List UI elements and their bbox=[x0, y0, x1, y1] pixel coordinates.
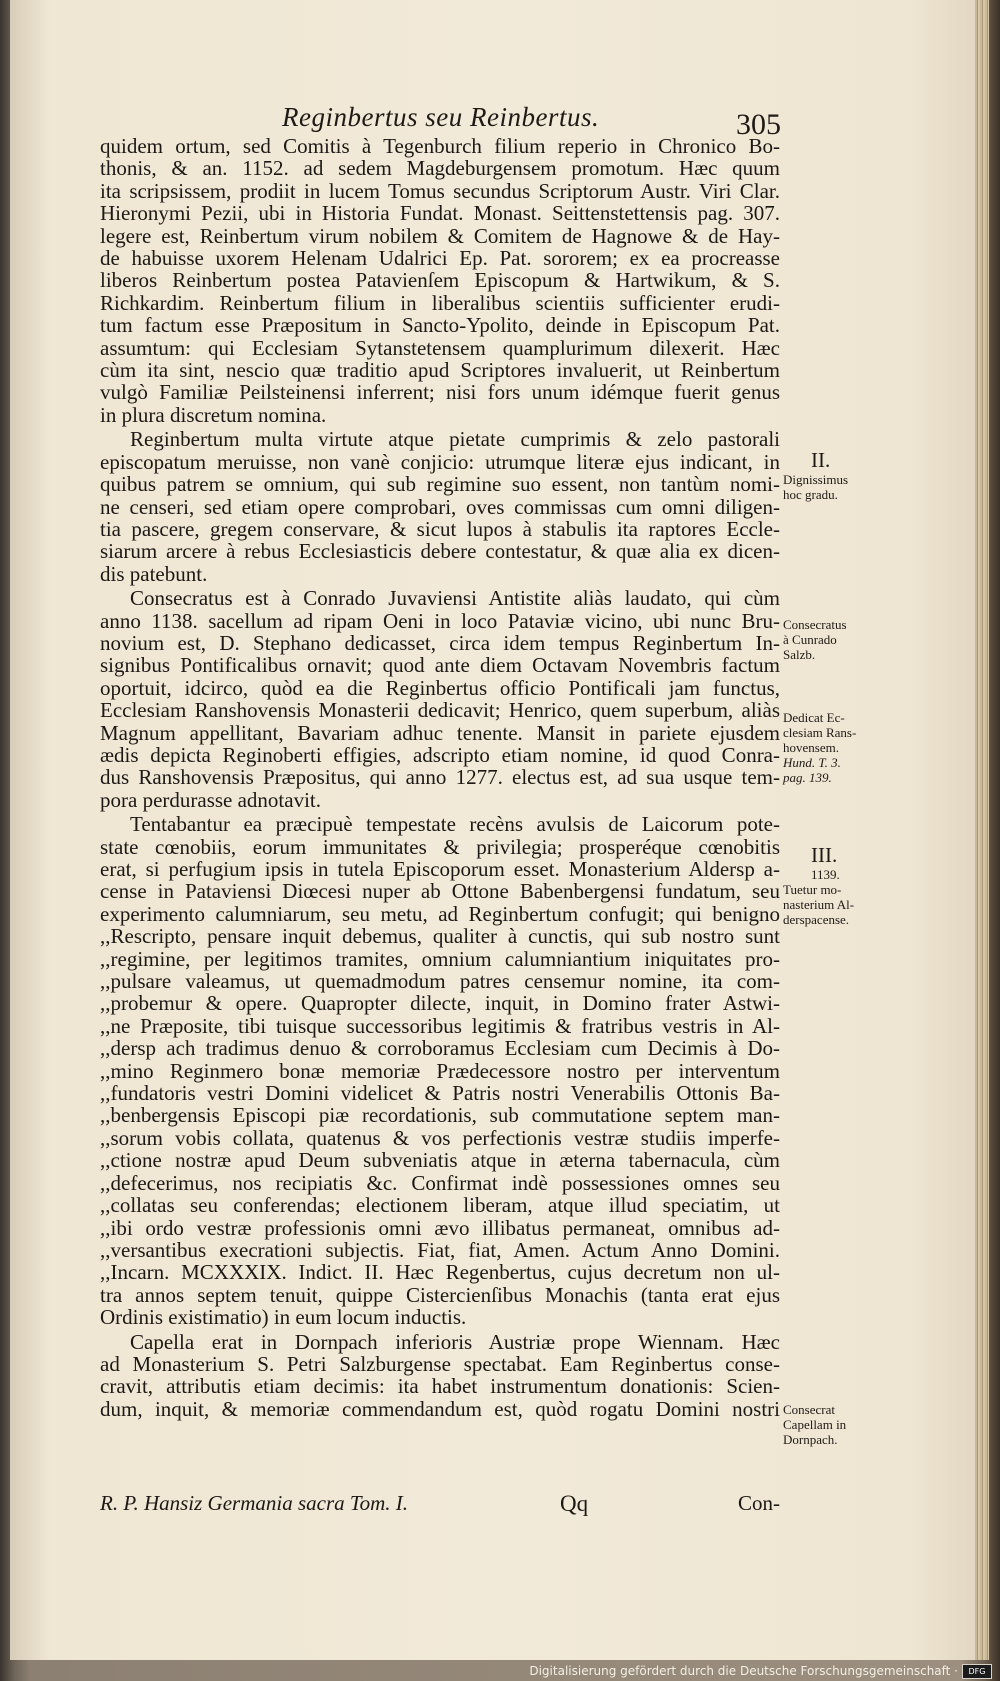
text-line: in plura discretum nomina. bbox=[100, 402, 327, 427]
body-text bbox=[100, 135, 780, 1420]
text-line: vulgò Familiæ Peilsteinensi inferrent; nisi fors unum idémque fuerit genus bbox=[100, 380, 780, 405]
text-line: Reginbertum multa virtute atque pietate cumprimis & zelo pastorali bbox=[130, 427, 780, 452]
dfg-logo-icon: DFG bbox=[962, 1664, 992, 1679]
text-line: Ecclesiam Ranshovensis Monasterii dedicavit; Henrico, quem superbum, aliàs bbox=[100, 698, 780, 723]
catchword: Con- bbox=[738, 1491, 780, 1515]
text-line: cravit, attributis etiam decimis: ita habet instrumentum donationis: Scien- bbox=[100, 1374, 780, 1399]
text-line: ad Monasterium S. Petri Salzburgense spectabat. Eam Reginbertus conse- bbox=[100, 1351, 780, 1376]
margin-line: derspacense. bbox=[783, 912, 850, 927]
text-line: ,,ibi ordo vestræ professionis omni ævo illibatus permaneat, omnibus ad- bbox=[100, 1215, 780, 1240]
margin-line: 1139. bbox=[811, 867, 840, 882]
text-line: siarum arcere à rebus Ecclesiasticis debere contestatur, & quæ alia ex dicen- bbox=[100, 539, 780, 564]
text-line: erat, si perfugium ipsis in tutela Episcoporum esset. Monasterium Aldersp a- bbox=[100, 857, 780, 881]
margin-line: clesiam Rans- bbox=[783, 725, 857, 740]
text-line: ,,mino Reginmero bonæ memoriæ Prædecessore nostro per interventum bbox=[100, 1058, 780, 1083]
text-line: ,,ctione nostræ apud Deum subveniatis atque in æterna tabernacula, cùm bbox=[100, 1148, 780, 1173]
margin-numeral: II. bbox=[811, 448, 831, 472]
text-line: ,,pulsare valeamus, ut quemadmodum patres censemur nomine, ita com- bbox=[100, 969, 780, 994]
text-line: anno 1138. sacellum ad ripam Oeni in loco Pataviæ vicino, ubi nunc Bru- bbox=[100, 608, 780, 633]
margin-line: hovensem. bbox=[783, 740, 839, 755]
text-line: assumtum: qui Ecclesiam Sytanstetensem quamplurimum dilexerit. Hæc bbox=[100, 335, 780, 360]
margin-line: Capellam in bbox=[783, 1417, 847, 1432]
margin-line: Tuetur mo- bbox=[783, 882, 842, 897]
text-line: signibus Pontificalibus ornavit; quod ante diem Octavam Novembris factum bbox=[100, 653, 780, 678]
margin-numeral: III. bbox=[811, 843, 838, 867]
text-line: ædis depicta Reginoberti effigies, adscripto etiam nomine, id quod Conra- bbox=[100, 742, 780, 767]
margin-line: Consecrat bbox=[783, 1402, 835, 1417]
banner-text: Digitalisierung gefördert durch die Deutsche Forschungsgemeinschaft · bbox=[529, 1664, 958, 1678]
page-footer bbox=[100, 1491, 780, 1519]
text-line: Hieronymi Pezii, ubi in Historia Fundat. Monast. Seittenstettensis pag. 307. bbox=[100, 201, 780, 226]
text-line: de habuisse uxorem Helenam Udalrici Ep. Pat. sororem; ex ea procreasse bbox=[100, 246, 780, 271]
margin-line: Consecratus bbox=[783, 617, 847, 632]
text-line: quibus patrem se omnium, qui sub regimine suo essent, non tantùm nomi- bbox=[100, 472, 780, 497]
text-line: episcopatum meruisse, non vanè conjicio: utrumque literæ ejus indicant, in bbox=[100, 449, 780, 474]
margin-line: Dornpach. bbox=[783, 1432, 838, 1447]
margin-line: Salzb. bbox=[783, 647, 816, 662]
text-line: ,,probemur & opere. Quapropter dilecte, inquit, in Domino frater Astwi- bbox=[100, 991, 780, 1016]
page-edges bbox=[975, 0, 989, 1660]
text-line: ,,regimine, per legitimos tramites, omnium calumniantium iniquitates pro- bbox=[100, 946, 780, 971]
text-line: Capella erat in Dornpach inferioris Austriæ prope Wiennam. Hæc bbox=[130, 1329, 780, 1354]
text-line: dus Ranshovensis Præpositus, qui anno 1277. electus est, ad sua usque tem- bbox=[100, 765, 780, 790]
margin-note-dedicat bbox=[783, 710, 903, 785]
text-line: dis patebunt. bbox=[100, 561, 208, 586]
margin-line: Dedicat Ec- bbox=[783, 710, 845, 725]
text-line: cense in Pataviensi Diœcesi nuper ab Ottone Babenbergensi fundatum, seu bbox=[100, 879, 780, 904]
footer-reference: R. P. Hansiz Germania sacra Tom. I. bbox=[100, 1491, 409, 1515]
margin-note-capella bbox=[783, 1402, 903, 1447]
text-line: experimento calumniarum, seu metu, ad Reginbertum confugit; qui benigno bbox=[100, 901, 780, 926]
text-line: ,,benbergensis Episcopi piæ recordationis, sub commutatione septem man- bbox=[100, 1103, 780, 1128]
text-line: pora perdurasse adnotavit. bbox=[100, 787, 322, 812]
text-line: ,,Incarn. MCXXXIX. Indict. II. Hæc Regenbertus, cujus decretum non ul- bbox=[100, 1260, 780, 1285]
text-line: ,,Rescripto, pensare inquit debemus, qualiter à cunctis, qui sub nostro sunt bbox=[100, 924, 780, 949]
margin-note-tuetur bbox=[783, 843, 903, 927]
text-line: ,,ne Præposite, tibi tuisque successoribus legitimis & fratribus vestris in Al- bbox=[100, 1013, 780, 1038]
text-line: ,,collatas seu conferendas; electionem liberam, atque illud speciatim, ut bbox=[100, 1193, 780, 1218]
text-line: quidem ortum, sed Comitis à Tegenburch filium reperio in Chronico Bo- bbox=[100, 134, 780, 158]
text-line: liberos Reinbertum postea Patavienſem Episcopum & Hartwikum, & S. bbox=[100, 268, 780, 293]
text-line: ,,versantibus execrationi subjectis. Fiat, fiat, Amen. Actum Anno Domini. bbox=[100, 1237, 780, 1262]
text-line: tra annos septem tenuit, quippe Cistercienſibus Monachis (tanta erat ejus bbox=[100, 1282, 780, 1307]
margin-line: à Cunrado bbox=[783, 632, 837, 647]
margin-line: Dignissimus bbox=[783, 472, 849, 487]
text-line: tum factum esse Præpositum in Sancto-Ypolito, deinde in Episcopum Pat. bbox=[100, 313, 780, 338]
text-line: Tentabantur ea præcipuè tempestate recèns avulsis de Laicorum pote- bbox=[130, 812, 780, 837]
text-line: dum, inquit, & memoriæ commendandum est, quòd rogatu Domini nostri bbox=[100, 1396, 780, 1421]
text-line: state cœnobiis, eorum immunitates & privilegia; prosperéque cœnobitis bbox=[100, 834, 780, 859]
text-line: ,,defecerimus, nos recipiatis &c. Confirmat indè possessiones omnes seu bbox=[100, 1170, 780, 1195]
text-line: Ordinis existimatio) in eum locum inductis. bbox=[100, 1305, 467, 1330]
margin-line: pag. 139. bbox=[783, 770, 832, 785]
text-line: tia pascere, gregem conservare, & sicut lupos à stabulis ita raptores Eccle- bbox=[100, 516, 780, 541]
running-title: Reginbertus seu Reinbertus. bbox=[282, 102, 600, 132]
text-line: novium est, D. Stephano dedicasset, circa idem tempus Reginbertum In- bbox=[100, 630, 780, 655]
text-line: Richkardim. Reinbertum filium in liberalibus scientiis sufficienter erudi- bbox=[100, 290, 780, 315]
margin-line: Hund. T. 3. bbox=[783, 755, 841, 770]
text-line: Consecratus est à Conrado Juvaviensi Antistite aliàs laudato, qui cùm bbox=[130, 586, 780, 611]
text-line: Magnum appellitant, Bavariam adhuc tenente. Mansit in pariete ejusdem bbox=[100, 720, 780, 745]
margin-note-dignissimus bbox=[783, 448, 903, 502]
text-line: ne censeri, sed etiam opere comprobari, oves commissas cum omni diligen- bbox=[100, 494, 780, 519]
text-line: oportuit, idcirco, quòd ea die Reginbertus officio Pontificali jam functus, bbox=[100, 675, 780, 700]
text-line: thonis, & an. 1152. ad sedem Magdeburgensem promotum. Hæc quum bbox=[100, 156, 780, 181]
page-number: 305 bbox=[736, 108, 781, 141]
text-line: legere est, Reinbertum virum nobilem & Comitem de Hagnowe & de Hay- bbox=[100, 223, 780, 248]
text-line: ,,dersp ach tradimus denuo & corroboramus Ecclesiam cum Decimis à Do- bbox=[100, 1036, 780, 1061]
margin-note-consecratus bbox=[783, 617, 903, 662]
digitization-banner bbox=[529, 1663, 992, 1679]
margin-line: hoc gradu. bbox=[783, 487, 838, 502]
signature-mark: Qq bbox=[560, 1491, 589, 1516]
text-line: ,,sorum vobis collata, quatenus & vos perfectionis vestræ studiis imperfe- bbox=[100, 1125, 780, 1150]
text-line: ita scripsissem, prodiit in lucem Tomus secundus Scriptorum Austr. Viri Clar. bbox=[100, 178, 780, 203]
margin-line: nasterium Al- bbox=[783, 897, 855, 912]
text-line: cùm ita sint, nescio quæ traditio apud Scriptores invaluerit, ut Reinbertum bbox=[100, 358, 780, 383]
text-line: ,,fundatoris vestri Domini videlicet & Patris nostri Venerabilis Ottonis Ba- bbox=[100, 1081, 780, 1106]
